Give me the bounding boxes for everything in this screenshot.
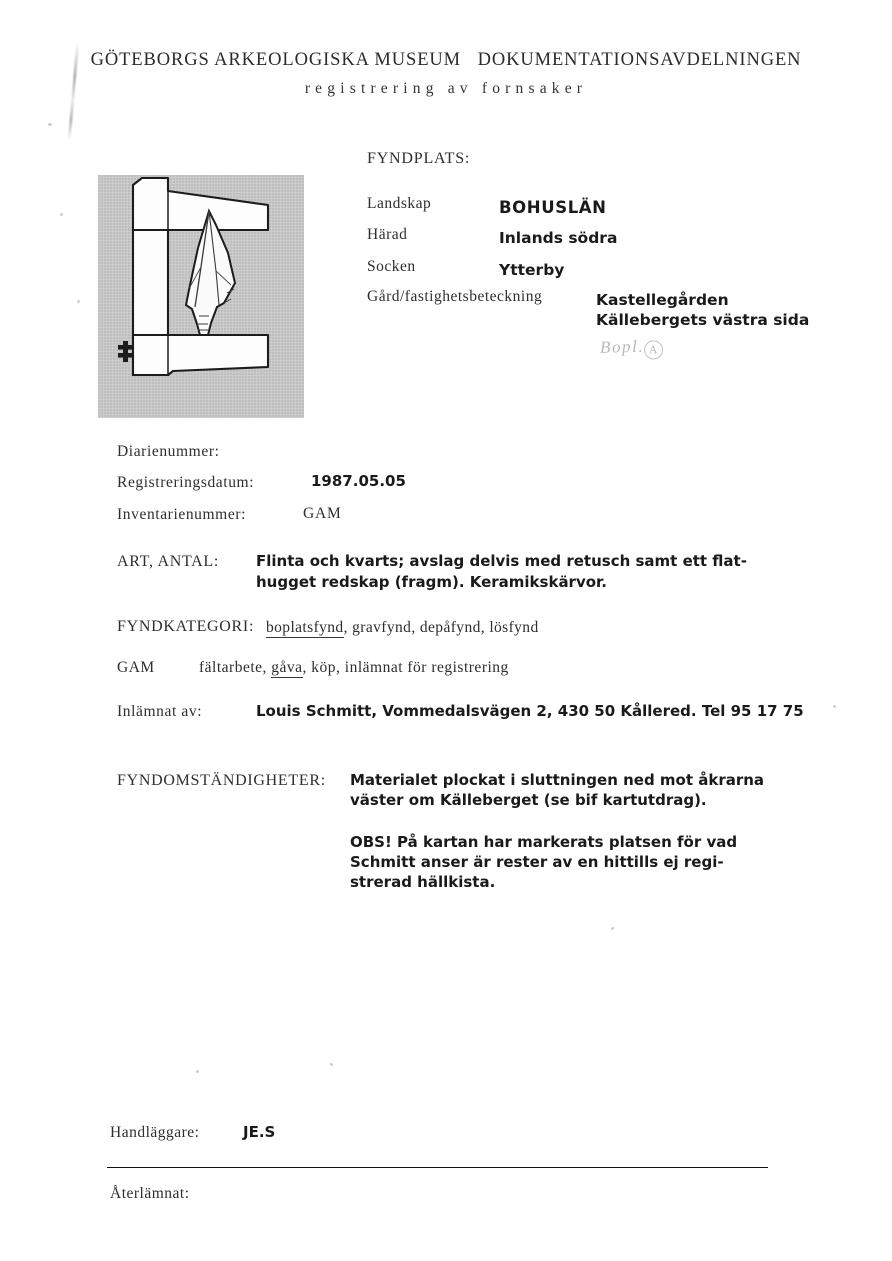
scan-speck [196, 1070, 199, 1073]
caliper-arrowhead-illustration-icon [98, 139, 304, 382]
label-harad: Härad [367, 226, 408, 243]
label-registreringsdatum: Registreringsdatum: [117, 474, 255, 491]
option-köp[interactable]: köp [311, 659, 337, 676]
page-subtitle: registrering av fornsaker [304, 80, 588, 97]
value-art-antal-line1: Flinta och kvarts; avslag delvis med retusch samt ett flat- [256, 552, 747, 570]
label-inlamnat-av: Inlämnat av: [117, 703, 203, 720]
value-socken: Ytterby [499, 261, 565, 279]
option-boplatsfynd[interactable]: boplatsfynd [266, 619, 344, 636]
scan-speck [611, 927, 614, 930]
footer-divider [107, 1167, 768, 1168]
value-fyndomstandigheter-p2-line3: strerad hällkista. [350, 873, 496, 891]
label-landskap: Landskap [367, 195, 432, 212]
label-socken: Socken [367, 258, 416, 275]
label-inventarienummer: Inventarienummer: [117, 506, 246, 523]
label-aterlamnat: Återlämnat: [110, 1185, 190, 1202]
handwritten-annotation-text: Bopl. [599, 336, 645, 357]
label-diarienummer: Diarienummer: [117, 443, 220, 460]
handwritten-annotation-circled-letter: A [644, 340, 663, 359]
value-registreringsdatum: 1987.05.05 [311, 472, 406, 490]
scan-speck [77, 300, 80, 303]
section-heading-fyndplats: FYNDPLATS: [367, 150, 471, 167]
label-art-antal: ART, ANTAL: [117, 553, 220, 570]
scan-speck [60, 213, 63, 216]
value-fyndomstandigheter-p2-line1: OBS! På kartan har markerats platsen för vad [350, 833, 738, 851]
value-gard-line1: Kastellegården [596, 291, 729, 309]
option-gravfynd[interactable]: gravfynd [352, 619, 412, 636]
scan-speck [833, 705, 836, 708]
label-gam: GAM [117, 659, 155, 676]
value-handlaggare: JE.S [243, 1123, 276, 1141]
value-harad: Inlands södra [499, 229, 618, 247]
value-gard-line2: Källebergets västra sida [596, 311, 810, 329]
value-inventarienummer: GAM [303, 505, 342, 522]
value-fyndomstandigheter-p1-line1: Materialet plockat i sluttningen ned mot åkrarna [350, 771, 765, 789]
fyndkategori-options: boplatsfynd, gravfynd, depåfynd, lösfynd [266, 619, 539, 636]
option-inlämnat-för-registrering[interactable]: inlämnat för registrering [344, 659, 509, 676]
label-gard-fastighetsbeteckning: Gård/fastighetsbeteckning [367, 288, 543, 305]
value-fyndomstandigheter-p1-line2: väster om Källeberget (se bif kartutdrag). [350, 791, 707, 809]
value-art-antal-line2: hugget redskap (fragm). Keramikskärvor. [256, 573, 607, 591]
gam-options: fältarbete, gåva, köp, inlämnat för registrering [199, 659, 509, 676]
value-landskap: BOHUSLÄN [499, 198, 607, 217]
page-title: GÖTEBORGS ARKEOLOGISKA MUSEUM DOKUMENTATIONSAVDELNINGEN [90, 50, 802, 70]
scan-speck [48, 123, 52, 126]
handwritten-annotation [600, 336, 664, 361]
label-fyndkategori: FYNDKATEGORI: [117, 618, 255, 635]
option-depåfynd[interactable]: depåfynd [419, 619, 481, 636]
value-fyndomstandigheter-p2-line2: Schmitt anser är rester av en hittills ej regi- [350, 853, 724, 871]
option-fältarbete[interactable]: fältarbete [199, 659, 263, 676]
value-inlamnat-av: Louis Schmitt, Vommedalsvägen 2, 430 50 Kållered. Tel 95 17 75 [256, 702, 804, 720]
scan-speck [330, 1063, 333, 1066]
option-gåva[interactable]: gåva [271, 659, 303, 676]
label-fyndomstandigheter: FYNDOMSTÄNDIGHETER: [117, 772, 326, 789]
option-lösfynd[interactable]: lösfynd [489, 619, 539, 636]
label-handlaggare: Handläggare: [110, 1124, 200, 1141]
